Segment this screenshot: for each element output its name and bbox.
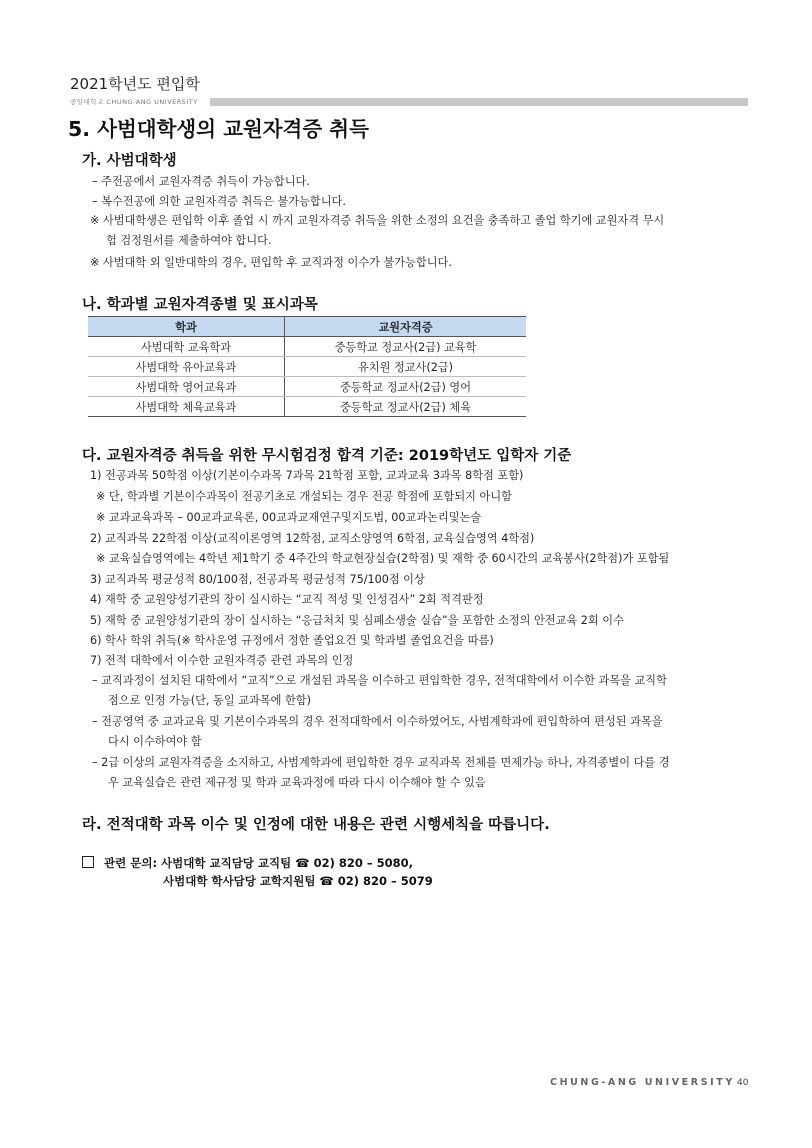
section-da-line: 6) 학사 학위 취득(※ 학사운영 규정에서 정한 졸업요건 및 학과별 졸업요건을 따름): [90, 634, 494, 647]
table-header-department: 학과: [88, 317, 285, 337]
contact-text: 관련 문의: 사범대학 교직담당 교직팀 ☎ 02) 820 – 5080,: [104, 856, 413, 870]
table-cell-department: 사범대학 체육교육과: [88, 397, 285, 417]
section-ga-line: – 주전공에서 교원자격증 취득이 가능합니다.: [92, 175, 310, 188]
table-cell-certificate: 중등학교 정교사(2급) 교육학: [285, 337, 527, 357]
section-da-line: 7) 전적 대학에서 이수한 교원자격증 관련 과목의 인정: [90, 654, 354, 667]
section-da-line: ※ 단, 학과별 기본이수과목이 전공기초로 개설되는 경우 전공 학점에 포함되지 아니함: [96, 490, 512, 503]
section-da-line: – 2급 이상의 교원자격증을 소지하고, 사범계학과에 편입학한 경우 교직과목 전체를 면제가능 하나, 자격종별이 다를 경: [92, 756, 670, 769]
page-title: 5. 사범대학생의 교원자격증 취득: [68, 117, 369, 141]
page-number: 40: [737, 1078, 749, 1088]
table-row: [88, 397, 526, 417]
section-ga-line: – 복수전공에 의한 교원자격증 취득은 불가능합니다.: [92, 195, 346, 208]
header-divider-bar: [210, 98, 748, 106]
section-da-line: ※ 교육실습영역에는 4학년 제1학기 중 4주간의 학교현장실습(2학점) 및 재학 중 60시간의 교육봉사(2학점)가 포함됨: [96, 552, 670, 565]
table-cell-certificate: 중등학교 정교사(2급) 체육: [285, 397, 527, 417]
table-header-row: [88, 317, 526, 337]
footer-university: CHUNG-ANG UNIVERSITY: [550, 1077, 735, 1088]
section-da-line: ※ 교과교육과목 – 00교과교육론, 00교과교재연구및지도법, 00교과논리및논술: [96, 511, 482, 524]
table-row: [88, 377, 526, 397]
section-da-line: – 교직과정이 설치된 대학에서 “교직”으로 개설된 과목을 이수하고 편입학한 경우, 전적대학에서 이수한 과목을 교직학: [92, 674, 667, 687]
section-da-line: 5) 재학 중 교원양성기관의 장이 실시하는 “응급처치 및 심폐소생술 실습”을 포함한 소정의 안전교육 2회 이수: [90, 614, 624, 627]
section-da-line: 다시 이수하여야 함: [108, 735, 202, 748]
certificate-table: [88, 316, 526, 417]
section-da-line: 3) 교직과목 평균성적 80/100점, 전공과목 평균성적 75/100점 이상: [90, 573, 425, 586]
contact-line-1: [82, 855, 413, 871]
section-ga-line: ※ 사범대학생은 편입학 이후 졸업 시 까지 교원자격증 취득을 위한 소정의 요건을 충족하고 졸업 학기에 교원자격 무시: [90, 214, 665, 227]
table-row: [88, 337, 526, 357]
section-da-line: 2) 교직과목 22학점 이상(교직이론영역 12학점, 교직소양영역 6학점, 교육실습영역 4학점): [90, 532, 535, 545]
section-na-heading: 나. 학과별 교원자격종별 및 표시과목: [82, 297, 318, 313]
header-year: 2021학년도 편입학: [70, 75, 200, 93]
section-da-line: – 전공영역 중 교과교육 및 기본이수과목의 경우 전적대학에서 이수하였어도, 사범계학과에 편입학하여 편성된 과목을: [92, 715, 663, 728]
section-ga-line: 험 검정원서를 제출하여야 합니다.: [106, 234, 272, 247]
table-cell-certificate: 유치원 정교사(2급): [285, 357, 527, 377]
table-row: [88, 357, 526, 377]
contact-line-2: 사범대학 학사담당 교학지원팀 ☎ 02) 820 – 5079: [163, 874, 433, 888]
section-ra-heading: 라. 전적대학 과목 이수 및 인정에 대한 내용은 관련 시행세칙을 따릅니다.: [82, 817, 550, 833]
table-header-certificate: 교원자격증: [285, 317, 527, 337]
table-cell-department: 사범대학 영어교육과: [88, 377, 285, 397]
section-da-line: 우 교육실습은 관련 제규정 및 학과 교육과정에 따라 다시 이수해야 할 수 있음: [108, 776, 486, 789]
section-da-line: 점으로 인정 가능(단, 동일 교과목에 한함): [108, 694, 311, 707]
section-da-line: 1) 전공과목 50학점 이상(기본이수과목 7과목 21학점 포함, 교과교육 3과목 8학점 포함): [90, 469, 524, 482]
checkbox-icon: [82, 856, 94, 868]
section-ga-line: ※ 사범대학 외 일반대학의 경우, 편입학 후 교직과정 이수가 불가능합니다.: [90, 256, 452, 269]
section-da-heading: 다. 교원자격증 취득을 위한 무시험검정 합격 기준: 2019학년도 입학자 기준: [82, 448, 572, 464]
table-cell-department: 사범대학 교육학과: [88, 337, 285, 357]
table-cell-department: 사범대학 유아교육과: [88, 357, 285, 377]
table-cell-certificate: 중등학교 정교사(2급) 영어: [285, 377, 527, 397]
header-subtitle: 중앙대학교 CHUNG-ANG UNIVERSITY: [70, 98, 198, 106]
section-da-line: 4) 재학 중 교원양성기관의 장이 실시하는 “교직 적성 및 인성검사” 2회 적격판정: [90, 593, 484, 606]
section-ga-heading: 가. 사범대학생: [82, 153, 177, 169]
